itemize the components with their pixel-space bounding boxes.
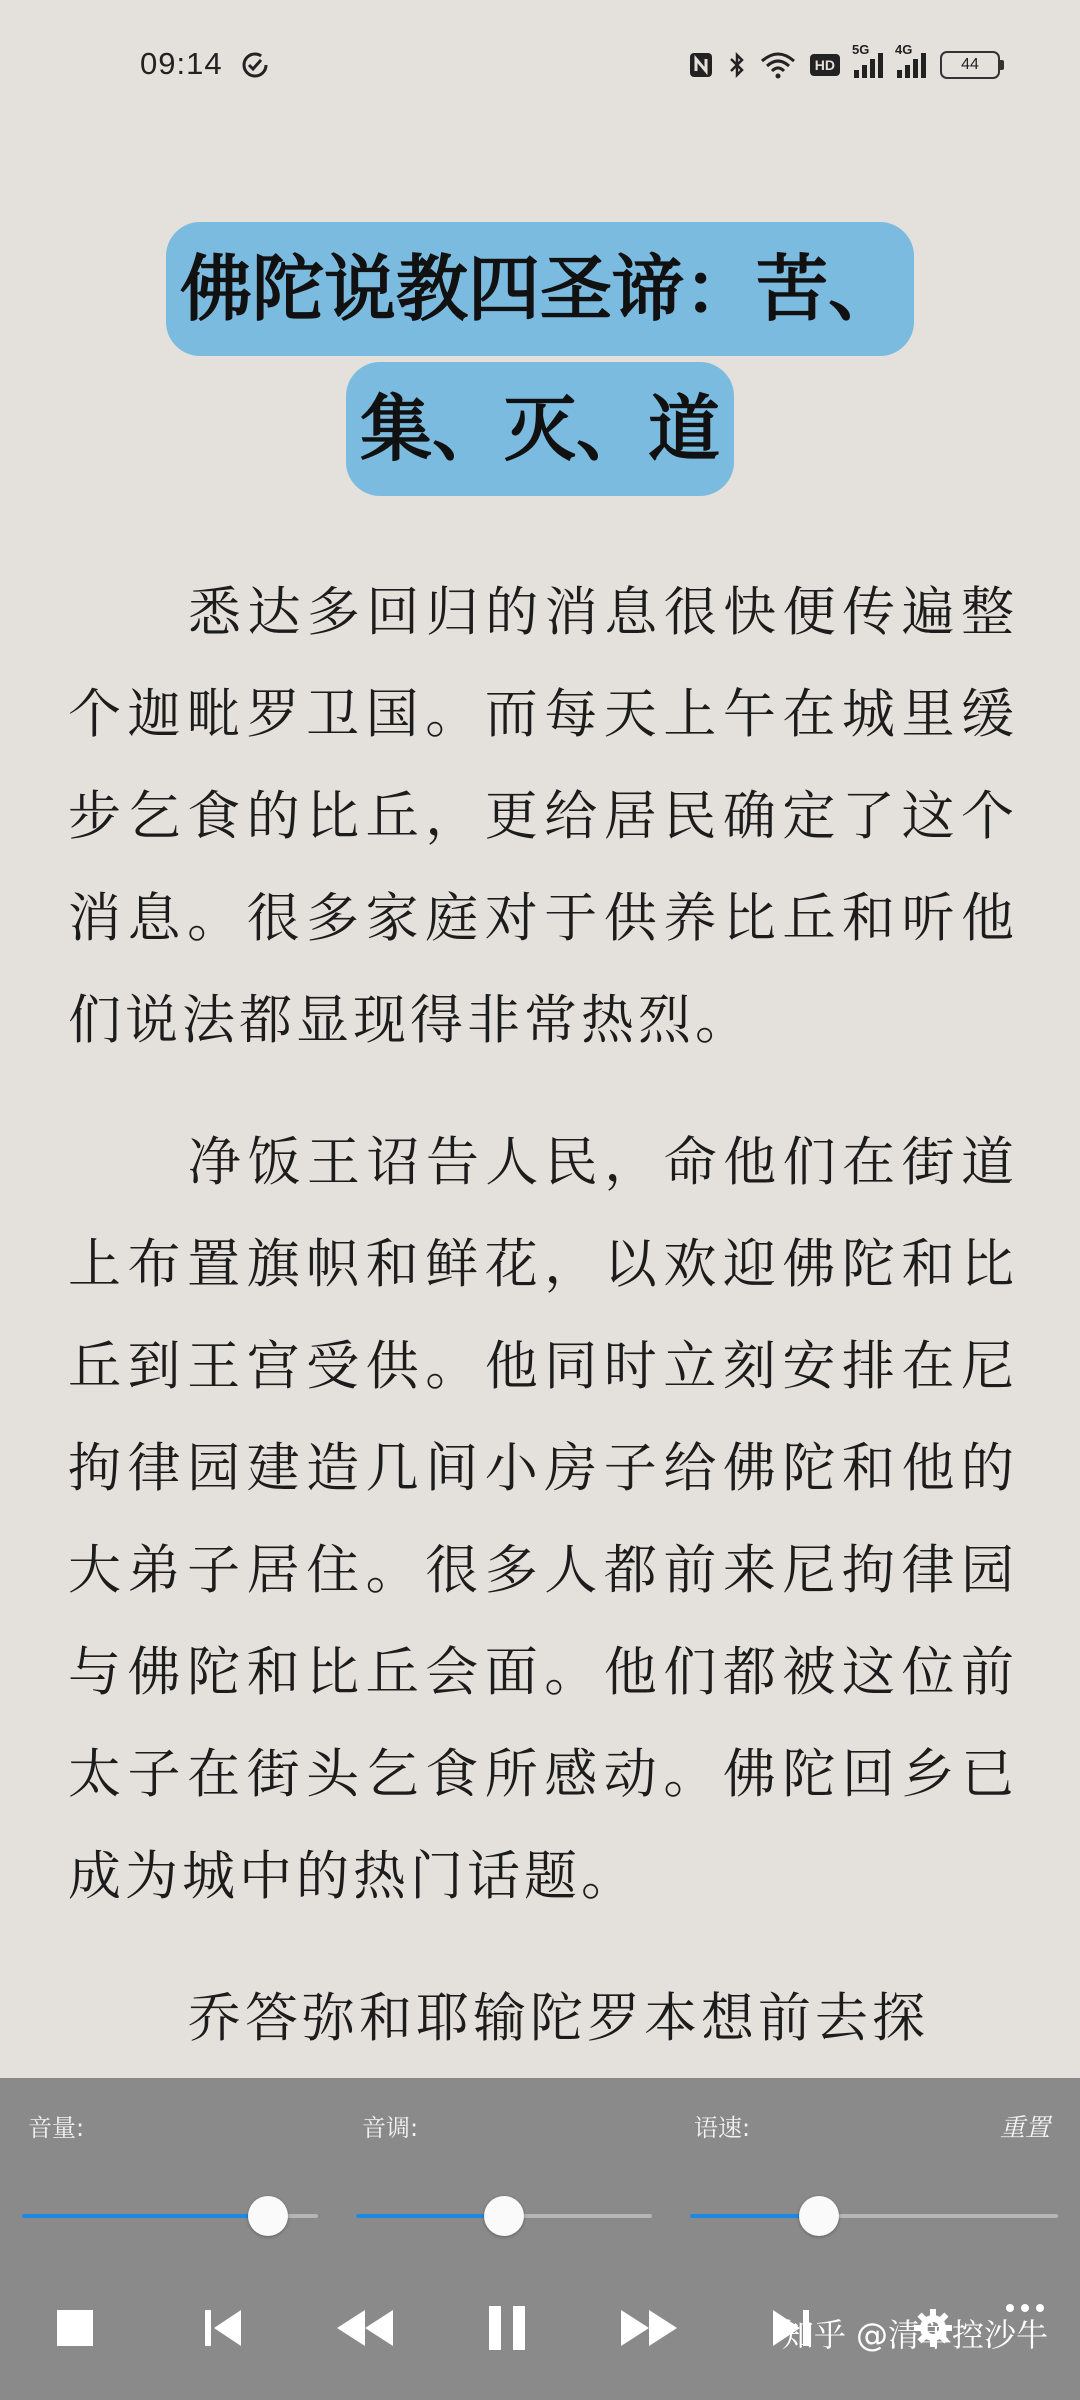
network-type-1: 5G <box>852 42 870 57</box>
battery-icon <box>940 51 1000 79</box>
volume-label: 音量: <box>28 2114 85 2142</box>
skip-previous-button[interactable] <box>188 2293 258 2363</box>
status-icons <box>688 42 1000 80</box>
network-type-2: 4G <box>895 42 913 57</box>
pitch-slider[interactable] <box>356 2196 652 2236</box>
reset-button[interactable]: 重置 <box>999 2113 1050 2142</box>
speed-slider-thumb[interactable] <box>799 2196 839 2236</box>
reader-content[interactable] <box>68 562 1018 2110</box>
volume-slider-thumb[interactable] <box>248 2196 288 2236</box>
tts-player-panel <box>0 2078 1080 2400</box>
stop-button[interactable] <box>40 2293 110 2363</box>
hd-badge: HD <box>810 54 840 76</box>
pause-icon <box>487 2304 527 2352</box>
chapter-title <box>0 222 1080 496</box>
fast-forward-icon <box>619 2306 679 2350</box>
status-bar <box>0 0 1080 130</box>
skip-previous-icon <box>201 2306 245 2350</box>
paragraph-1: 悉达多回归的消息很快便传遍整个迦毗罗卫国。而每天上午在城里缓步乞食的比丘，更给居民确定了这个消息。很多家庭对于供养比丘和听他们说法都显现得非常热烈。 <box>68 582 1018 1051</box>
status-time: 09:14 <box>140 46 223 81</box>
battery-level: 44 <box>961 56 979 73</box>
rewind-icon <box>335 2306 395 2350</box>
wifi-icon <box>760 50 796 80</box>
watermark-text: 知乎 @清单控沙牛 <box>781 2316 1048 2354</box>
chapter-title-line-2: 集、灭、道 <box>346 362 734 496</box>
speed-slider[interactable] <box>690 2196 1058 2236</box>
bluetooth-icon <box>728 50 746 80</box>
pitch-slider-fill <box>356 2214 504 2218</box>
pitch-label: 音调: <box>362 2114 419 2142</box>
volume-slider-fill <box>22 2214 268 2218</box>
signal-icon <box>852 42 883 78</box>
paragraph-3: 乔答弥和耶输陀罗本想前去探 <box>188 1988 929 2049</box>
pitch-slider-thumb[interactable] <box>484 2196 524 2236</box>
nfc-icon <box>688 50 714 80</box>
stop-icon <box>55 2308 95 2348</box>
paragraph-2: 净饭王诏告人民，命他们在街道上布置旗帜和鲜花，以欢迎佛陀和比丘到王宫受供。他同时立刻安排在尼拘律园建造几间小房子给佛陀和他的大弟子居住。很多人都前来尼拘律园与佛陀和比丘会面。他们都被这位前太子在街头乞食所感动。佛陀回乡已成为城中的热门话题。 <box>68 1132 1018 1907</box>
signal-icon-2 <box>895 42 926 78</box>
fast-forward-button[interactable] <box>614 2293 684 2363</box>
speed-label: 语速: <box>694 2114 751 2142</box>
sync-check-icon <box>240 50 270 80</box>
pause-button[interactable] <box>472 2293 542 2363</box>
volume-slider[interactable] <box>22 2196 318 2236</box>
rewind-button[interactable] <box>330 2293 400 2363</box>
chapter-title-line-1: 佛陀说教四圣谛：苦、 <box>166 222 914 356</box>
